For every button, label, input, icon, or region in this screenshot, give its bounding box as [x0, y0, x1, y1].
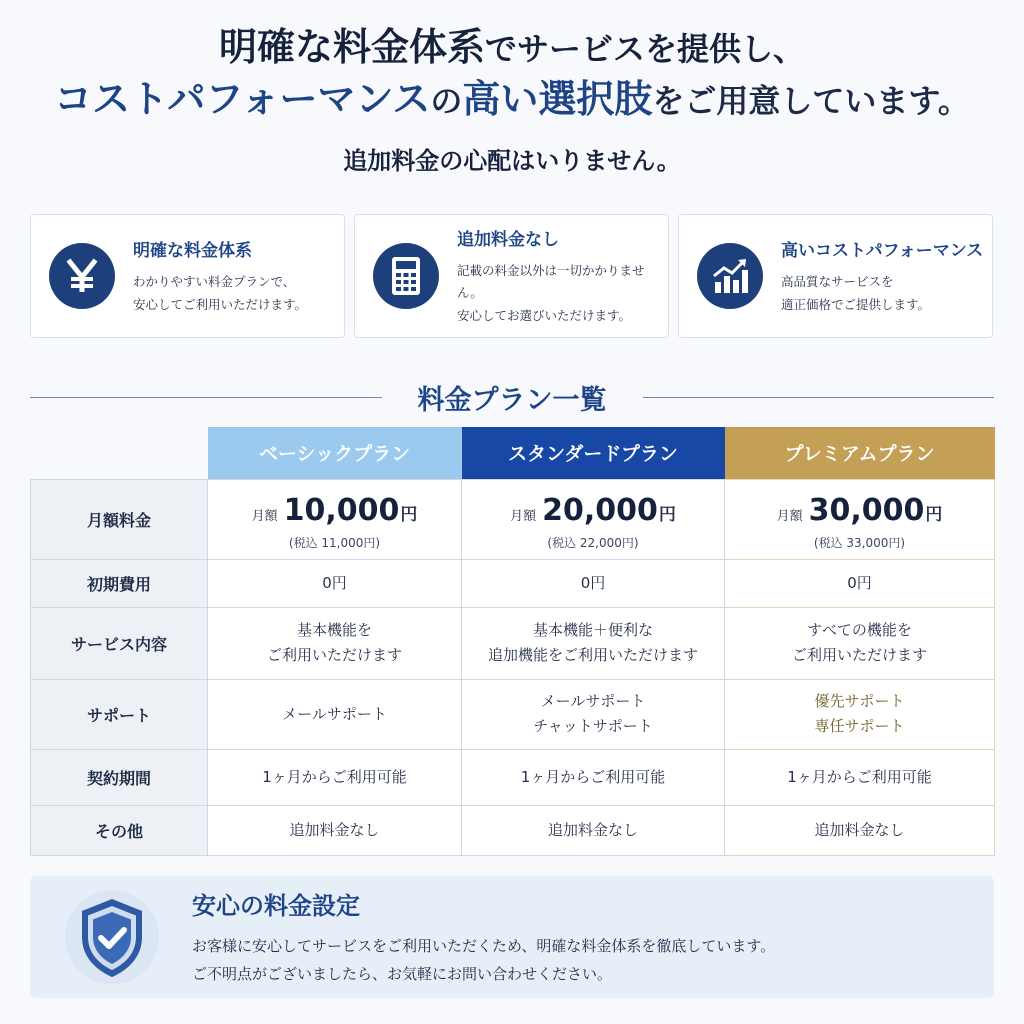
- plan-header-standard: スタンダードプラン: [462, 427, 725, 479]
- price-line: [208, 486, 461, 536]
- feature-text: [781, 236, 983, 316]
- row-label: サポート: [31, 679, 208, 749]
- table-cell: 1ヶ月からご利用可能: [725, 749, 995, 805]
- table-row-support: [31, 679, 995, 749]
- table-cell: 1ヶ月からご利用可能: [208, 749, 462, 805]
- cell-line: 追加機能をご利用いただけます: [487, 646, 698, 664]
- section-title: 料金プラン一覧: [417, 384, 607, 416]
- table-row-service: [31, 607, 995, 679]
- price-cell-standard: [462, 479, 725, 559]
- table-row-contract: [31, 749, 995, 805]
- feature-desc: [781, 271, 983, 316]
- price-amount: 10,000: [283, 493, 400, 529]
- feature-card-cost-performance: [678, 214, 993, 338]
- table-cell: 0円: [725, 559, 995, 607]
- price-prefix: 月額: [776, 509, 803, 525]
- cell-line: すべての機能を: [807, 621, 912, 640]
- price-tax: (税込 22,000円): [547, 535, 639, 550]
- table-cell: [725, 679, 995, 749]
- cell-line: 優先サポート: [814, 692, 905, 711]
- table-row-initial-fee: [31, 559, 995, 607]
- hero-text: の: [430, 81, 463, 120]
- price-prefix: 月額: [510, 509, 537, 525]
- table-cell: 0円: [208, 559, 462, 607]
- feature-title: 追加料金なし: [457, 229, 559, 250]
- cell-line: メールサポート: [540, 692, 646, 711]
- growth-chart-icon: [697, 243, 763, 309]
- hero-highlight-clear-pricing: 明確な料金体系: [218, 24, 485, 69]
- table-cell: [725, 607, 995, 679]
- hero-header: [0, 24, 1024, 176]
- shield-check-icon: [54, 879, 170, 995]
- table-cell: [462, 679, 725, 749]
- table-cell: 追加料金なし: [208, 805, 462, 855]
- calculator-icon: [373, 243, 439, 309]
- row-label: 契約期間: [31, 749, 208, 805]
- feature-desc-line: 記載の料金以外は一切かかりません。: [457, 262, 645, 301]
- cell-line: 専任サポート: [814, 717, 905, 735]
- price-amount: 30,000: [808, 493, 925, 529]
- feature-cards: [30, 214, 994, 338]
- table-cell: 追加料金なし: [462, 805, 725, 855]
- feature-desc-line: わかりやすい料金プランで、: [133, 274, 296, 289]
- row-label: その他: [31, 805, 208, 855]
- assurance-title: 安心の料金設定: [192, 891, 360, 920]
- cell-line: 基本機能＋便利な: [532, 621, 653, 640]
- table-row-price: [31, 479, 995, 559]
- price-cell-premium: [725, 479, 995, 559]
- cell-line: ご利用いただけます: [266, 646, 402, 664]
- table-cell: メールサポート: [208, 679, 462, 749]
- feature-title: 明確な料金体系: [133, 241, 252, 261]
- price-line: [462, 486, 724, 536]
- row-label: 初期費用: [31, 559, 208, 607]
- plan-header-premium: プレミアムプラン: [725, 427, 995, 479]
- assurance-line: お客様に安心してサービスをご利用いただくため、明確な料金体系を徹底しています。: [192, 936, 776, 955]
- feature-text: [133, 236, 307, 316]
- assurance-box: [30, 876, 994, 998]
- table-cell: [462, 607, 725, 679]
- table-cell: 追加料金なし: [725, 805, 995, 855]
- feature-desc-line: 適正価格でご提供します。: [781, 296, 931, 312]
- section-heading: [30, 372, 994, 422]
- price-tax: (税込 33,000円): [813, 535, 906, 550]
- feature-desc-line: 安心してお選びいただけます。: [457, 307, 632, 323]
- feature-card-clear-pricing: [30, 214, 345, 338]
- table-row-other: [31, 805, 995, 855]
- hero-subtitle: 追加料金の心配はいりません。: [343, 146, 681, 176]
- pricing-table: [30, 427, 995, 856]
- feature-desc-line: 高品質なサービスを: [781, 274, 894, 289]
- feature-desc-line: 安心してご利用いただけます。: [133, 296, 308, 312]
- cell-line: 基本機能を: [296, 621, 372, 640]
- hero-text: をご用意しています。: [652, 81, 970, 120]
- table-cell: [208, 607, 462, 679]
- table-cell: 0円: [462, 559, 725, 607]
- plan-header-basic: ベーシックプラン: [208, 427, 462, 479]
- price-yen: 円: [658, 505, 676, 526]
- divider-right: [643, 397, 995, 398]
- price-cell-basic: [208, 479, 462, 559]
- feature-card-no-extra-fee: [354, 214, 669, 338]
- row-label: 月額料金: [31, 479, 208, 559]
- price-yen: 円: [925, 505, 943, 526]
- hero-highlight-high-options: 高い選択肢: [462, 75, 653, 121]
- price-yen: 円: [400, 505, 418, 526]
- table-corner: [31, 427, 208, 479]
- hero-headline-line2: [0, 76, 1024, 122]
- assurance-desc: [192, 933, 775, 989]
- hero-highlight-cost-performance: コストパフォーマンス: [54, 75, 431, 121]
- feature-text: [457, 225, 668, 328]
- price-prefix: 月額: [251, 509, 278, 525]
- yen-icon: [49, 243, 115, 309]
- hero-headline-line1: [0, 24, 1024, 70]
- divider-left: [30, 397, 382, 398]
- assurance-line: ご不明点がございましたら、お気軽にお問い合わせください。: [192, 964, 613, 983]
- feature-desc: [457, 260, 668, 328]
- cell-line: ご利用いただけます: [791, 646, 927, 664]
- hero-text: でサービスを提供し、: [485, 30, 806, 68]
- cell-line: チャットサポート: [533, 717, 653, 735]
- table-header-row: [31, 427, 995, 479]
- price-amount: 20,000: [542, 493, 658, 529]
- table-cell: 1ヶ月からご利用可能: [462, 749, 725, 805]
- price-line: [725, 486, 994, 536]
- feature-title: 高いコストパフォーマンス: [781, 241, 984, 261]
- assurance-text: [192, 886, 775, 989]
- price-tax: (税込 11,000円): [288, 535, 381, 550]
- row-label: サービス内容: [31, 607, 208, 679]
- feature-desc: [133, 271, 307, 316]
